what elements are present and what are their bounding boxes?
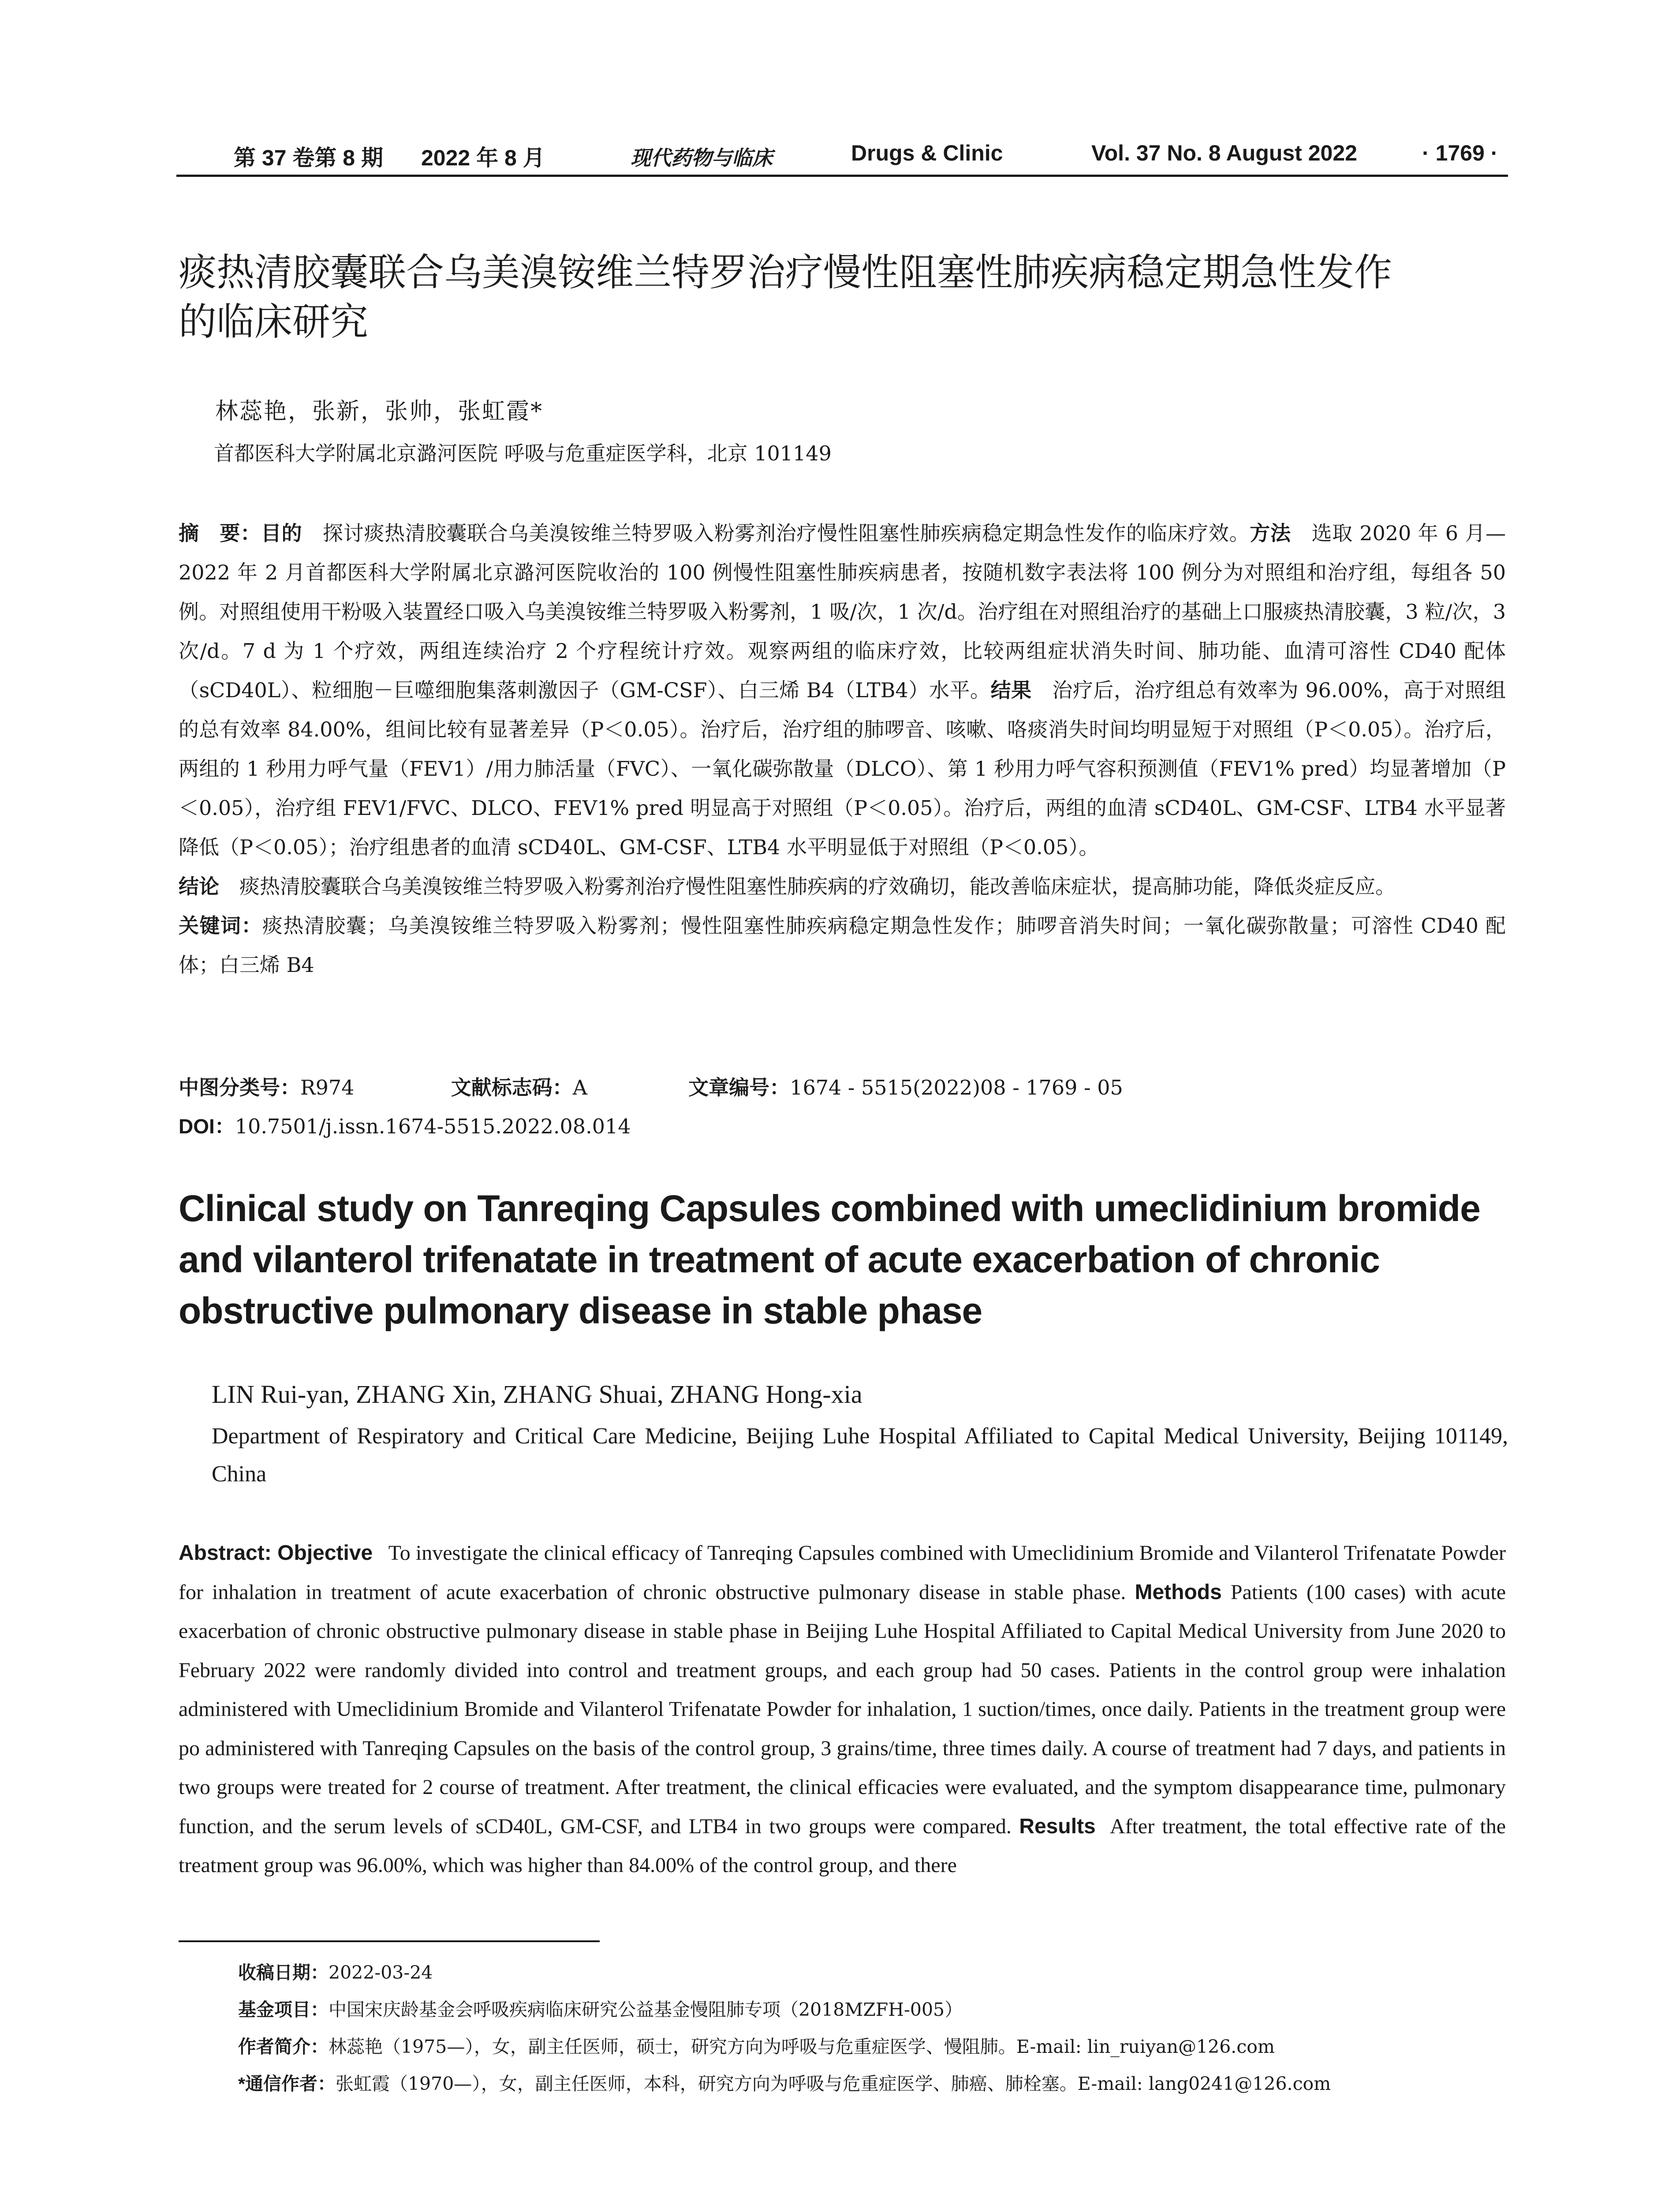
affiliation-en: Department of Respiratory and Critical Care Medicine, Beijing Luhe Hospital Affiliated to Capital Medical University, Beijing 101149, China [212,1424,1508,1487]
results-en-label: Results [1019,1814,1096,1838]
abstract-cn [179,514,1506,985]
conclusion-label: 结论 [179,875,219,898]
doc-code-label: 文献标志码： [451,1076,573,1099]
methods-text: 选取 2020 年 6 月—2022 年 2 月首都医科大学附属北京潞河医院收治的 100 例慢性阻塞性肺疾病患者，按随机数字表法将 100 例分为对照组和治疗组，每组各 50 例。对照组使用干粉吸入装置经口吸入乌美溴铵维兰特罗吸入粉雾剂，1 吸/次，1 次/d。治疗组在对照组治疗的基础上口服痰热清胶囊，3 粒/次，3 次/d。7 d 为 1 个疗效，两组连续治疗 2 个疗程统计疗效。观察两组的临床疗效，比较两组症状消失时间、肺功能、血清可溶性 CD40 配体（sCD40L）、粒细胞－巨噬细胞集落刺激因子（GM-CSF）、白三烯 B4（LTB4）水平。 [179,521,1506,702]
header-issue: 第 37 卷第 8 期 [234,146,383,170]
title-en: Clinical study on Tanreqing Capsules combined with umeclidinium bromide and vilanterol trifenatate in treatment of acute exacerbation of chronic obstructive pulmonary disease in stable phase [179,1188,1480,1331]
doi-line [179,1110,631,1140]
footnote-corresponding [238,2069,1331,2095]
objective-en-text: To investigate the clinical efficacy of Tanreqing Capsules combined with Umeclidinium Bromide and Vilanterol Trifenatate Powder for inhalation in treatment of acute exacerbation of chronic obstructive pulmonary disease in stable phase. [179,1541,1506,1604]
footnote-author [238,2032,1275,2058]
clc-value: R974 [300,1076,355,1099]
results-text: 治疗后，治疗组总有效率为 96.00%，高于对照组的总有效率 84.00%，组间比较有显著差异（P＜0.05）。治疗后，治疗组的肺啰音、咳嗽、咯痰消失时间均明显短于对照组（P＜0.05）。治疗后，两组的 1 秒用力呼气量（FEV1）/用力肺活量（FVC）、一氧化碳弥散量（DLCO）、第 1 秒用力呼气容积预测值（FEV1% pred）均显著增加（P＜0.05），治疗组 FEV1/FVC、DLCO、FEV1% pred 明显高于对照组（P＜0.05）。治疗后，两组的血清 sCD40L、GM-CSF、LTB4 水平显著降低（P＜0.05）；治疗组患者的血清 sCD40L、GM-CSF、LTB4 水平明显低于对照组（P＜0.05）。 [179,678,1506,859]
doi-label: DOI： [179,1115,235,1138]
methods-en-text: Patients (100 cases) with acute exacerbation of chronic obstructive pulmonary disease in stable phase in Beijing Luhe Hospital Affiliated to Capital Medical University from June 2020 to February 2022 were randomly divided into control and treatment groups, and each group had 50 cases. Patients in the control group were inhalation administered with Umeclidinium Bromide and Vilanterol Trifenatate Powder for inhalation, 1 suction/times, once daily. Patients in the treatment group were po administered with Tanreqing Capsules on the basis of the control group, 3 grains/time, three times daily. A course of treatment had 7 days, and patients in two groups were treated for 2 course of treatment. After treatment, the clinical efficacies were evaluated, and the symptom disappearance time, pulmonary function, and the serum levels of sCD40L, GM-CSF, and LTB4 in two groups were compared. [179,1580,1506,1838]
results-label: 结果 [990,679,1032,702]
received-value: 2022-03-24 [329,1962,433,1983]
clc-label: 中图分类号： [179,1076,300,1099]
results-en-text: After treatment, the total effective rate of the treatment group was 96.00%, which was higher than 84.00% of the control group, and there [179,1814,1506,1877]
header-page-number: · 1769 · [1422,141,1498,165]
footnote-rule [179,1940,600,1942]
footnote-received [238,1958,433,1984]
title-cn-line: 的临床研究 [179,300,368,344]
authors-cn: 林蕊艳，张新，张帅，张虹霞* [215,398,544,425]
title-cn [179,248,1510,347]
article-no-value: 1674 - 5515(2022)08 - 1769 - 05 [790,1076,1123,1099]
abstract-cn-label: 摘 要： [179,522,261,545]
doi-value: 10.7501/j.issn.1674-5515.2022.08.014 [235,1114,631,1138]
title-cn-line: 痰热清胶囊联合乌美溴铵维兰特罗治疗慢性阻塞性肺疾病稳定期急性发作 [179,250,1392,295]
classification-line [179,1072,1123,1101]
corresponding-label: *通信作者： [238,2074,336,2094]
corresponding-value: 张虹霞（1970—），女，副主任医师，本科，研究方向为呼吸与危重症医学、肺癌、肺栓塞。E-mail: lang0241@126.com [335,2073,1331,2094]
fund-value: 中国宋庆龄基金会呼吸疾病临床研究公益基金慢阻肺专项（2018MZFH-005） [329,1999,963,2020]
header-rule [176,175,1508,177]
header-date: 2022 年 8 月 [421,146,545,170]
conclusion-text: 痰热清胶囊联合乌美溴铵维兰特罗吸入粉雾剂治疗慢性阻塞性肺疾病的疗效确切，能改善临床症状，提高肺功能，降低炎症反应。 [239,875,1396,898]
affiliation-cn: 首都医科大学附属北京潞河医院 呼吸与危重症医学科，北京 101149 [214,441,832,465]
footnote-fund [238,1995,963,2021]
abstract-en-label: Abstract: Objective [179,1541,373,1565]
header-journal-en: Drugs & Clinic [851,141,1003,165]
received-label: 收稿日期： [238,1962,329,1983]
methods-label: 方法 [1250,522,1291,545]
abstract-en [179,1534,1506,1885]
objective-label: 目的 [261,522,302,545]
keywords-label: 关键词： [179,914,262,937]
header-volume-en: Vol. 37 No. 8 August 2022 [1091,141,1357,165]
doc-code-value: A [572,1076,587,1099]
objective-text: 探讨痰热清胶囊联合乌美溴铵维兰特罗吸入粉雾剂治疗慢性阻塞性肺疾病稳定期急性发作的临床疗效。 [323,521,1250,545]
keywords-text: 痰热清胶囊；乌美溴铵维兰特罗吸入粉雾剂；慢性阻塞性肺疾病稳定期急性发作；肺啰音消失时间；一氧化碳弥散量；可溶性 CD40 配体；白三烯 B4 [179,914,1506,977]
author-bio-value: 林蕊艳（1975—），女，副主任医师，硕士，研究方向为呼吸与危重症医学、慢阻肺。E-mail: lin_ruiyan@126.com [329,2036,1275,2057]
article-no-label: 文章编号： [688,1076,790,1099]
header-journal-cn: 现代药物与临床 [631,146,773,170]
fund-label: 基金项目： [238,1999,329,2020]
running-header [176,140,1508,180]
author-bio-label: 作者简介： [238,2037,329,2057]
methods-en-label: Methods [1135,1580,1222,1604]
authors-en: LIN Rui-yan, ZHANG Xin, ZHANG Shuai, ZHANG Hong-xia [212,1380,862,1409]
